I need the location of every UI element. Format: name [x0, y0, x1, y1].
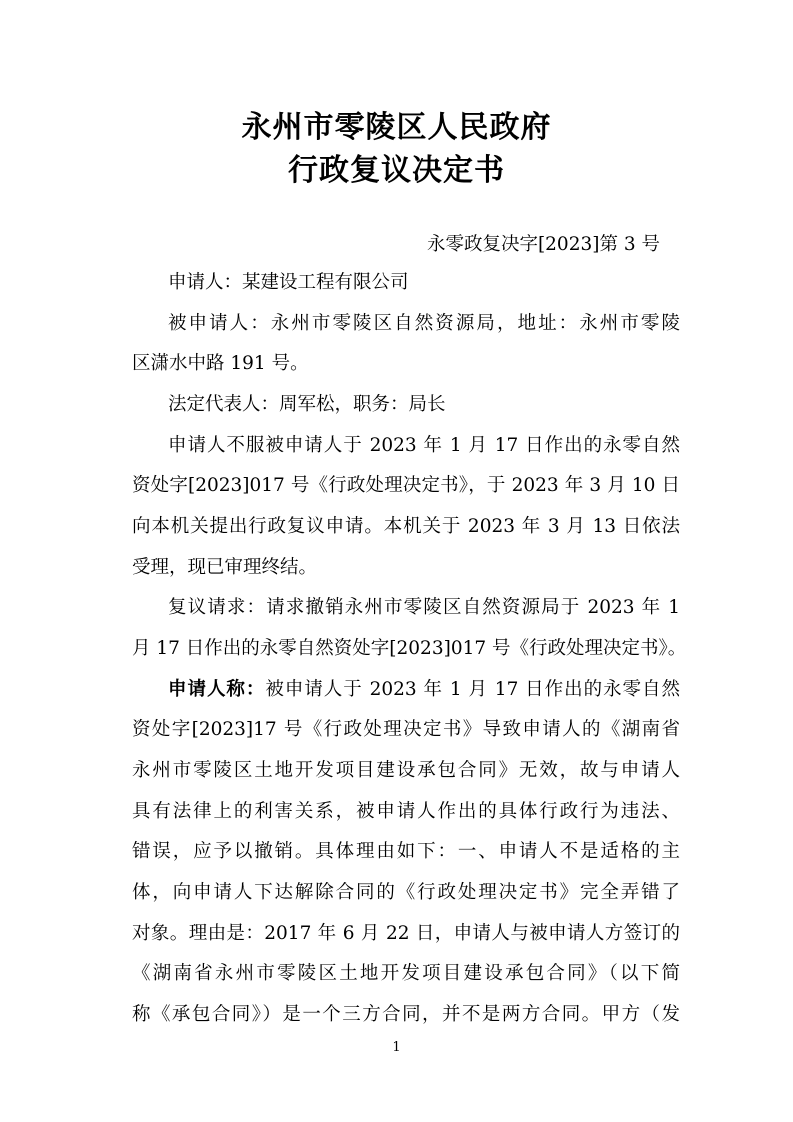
- paragraph-line: 体，向申请人下达解除合同的《行政处理决定书》完全弄错了: [132, 882, 680, 903]
- paragraph-line: 永州市零陵区土地开发项目建设承包合同》无效，故与申请人: [132, 760, 680, 781]
- respondent-address-line: 区潇水中路 191 号。: [132, 353, 309, 374]
- paragraph-line: 资处字[2023]017 号《行政处理决定书》，于 2023 年 3 月 10 日: [132, 475, 680, 496]
- paragraph-line: 具有法律上的利害关系，被申请人作出的具体行政行为违法、: [132, 801, 680, 822]
- paragraph-line: 复议请求：请求撤销永州市零陵区自然资源局于 2023 年 1: [168, 597, 680, 618]
- paragraph-line: 向本机关提出行政复议申请。本机关于 2023 年 3 月 13 日依法: [132, 516, 680, 537]
- paragraph-text: 被申请人于 2023 年 1 月 17 日作出的永零自然: [265, 679, 680, 700]
- document-number: 永零政复决字[2023]第 3 号: [426, 234, 660, 255]
- paragraph-line: [168, 677, 680, 703]
- document-title-line1: 永州市零陵区人民政府: [241, 110, 552, 145]
- legal-representative-line: 法定代表人：周军松，职务：局长: [168, 394, 446, 415]
- paragraph-line: 月 17 日作出的永零自然资处字[2023]017 号《行政处理决定书》。: [132, 638, 687, 659]
- paragraph-line: 《湖南省永州市零陵区土地开发项目建设承包合同》（以下简: [132, 963, 680, 984]
- respondent-line: 被申请人：永州市零陵区自然资源局，地址：永州市零陵: [168, 313, 680, 334]
- paragraph-line: 资处字[2023]17 号《行政处理决定书》导致申请人的《湖南省: [132, 719, 680, 740]
- applicant-line: 申请人：某建设工程有限公司: [168, 272, 409, 293]
- paragraph-line: 受理，现已审理终结。: [132, 557, 318, 578]
- paragraph-line: 申请人不服被申请人于 2023 年 1 月 17 日作出的永零自然: [168, 435, 680, 456]
- applicant-claims-heading: 申请人称：: [168, 679, 266, 700]
- page-number: 1: [392, 1040, 401, 1055]
- paragraph-line: 错误，应予以撤销。具体理由如下：一、申请人不是适格的主: [132, 841, 680, 862]
- paragraph-line: 称《承包合同》）是一个三方合同，并不是两方合同。甲方（发: [132, 1004, 680, 1025]
- document-title-line2: 行政复议决定书: [288, 153, 505, 188]
- paragraph-line: 对象。理由是：2017 年 6 月 22 日，申请人与被申请人方签订的: [132, 923, 680, 944]
